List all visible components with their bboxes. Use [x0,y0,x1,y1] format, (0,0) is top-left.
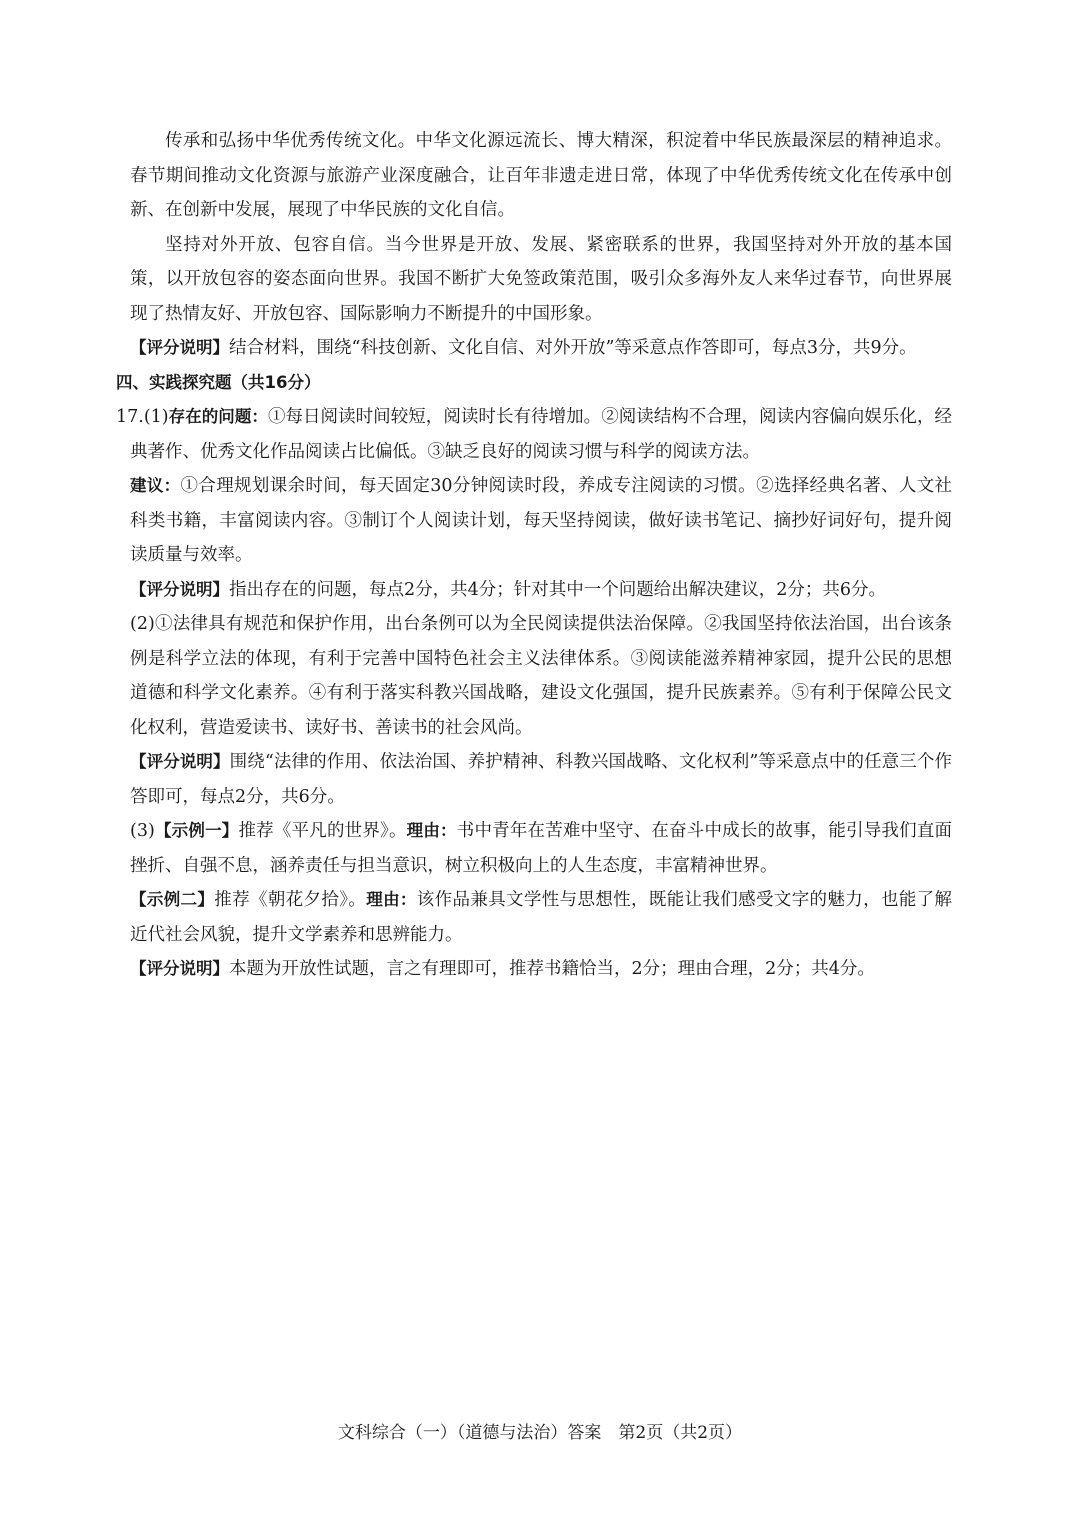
scoring-text: 结合材料，围绕“科技创新、文化自信、对外开放”等采意点作答即可，每点3分，共9分。 [229,338,917,358]
paragraph-opening: 坚持对外开放、包容自信。当今世界是开放、发展、紧密联系的世界，我国坚持对外开放的基本国策，以开放包容的姿态面向世界。我国不断扩大免签政策范围，吸引众多海外友人来华过春节，向世界展现了热情友好、开放包容、国际影响力不断提升的中国形象。 [130,234,952,324]
page-footer: 文科综合（一）（道德与法治）答案 第2页（共2页） [337,1423,743,1443]
q17-part3-example2 [130,883,952,952]
example2-label: 【示例二】 [130,890,215,909]
scoring-label: 【评分说明】 [130,579,229,599]
reason-label: 理由： [406,821,457,840]
part-prefix: (1) [143,407,169,427]
q17-suggestions [130,469,952,573]
problems-label: 存在的问题： [168,407,268,426]
example1-label: 【示例一】 [154,821,239,840]
part-prefix: (3) [130,821,155,841]
answer-content [116,124,953,987]
section-heading-practice: 四、实践探究题（共16分） [116,372,321,392]
q17-part2: (2)①法律具有规范和保护作用，出台条例可以为全民阅读提供法治保障。②我国坚持依法治国，出台该条例是科学立法的体现，有利于完善中国特色社会主义法律体系。③阅读能滋养精神家园，提升公民的思想道德和科学文化素养。④有利于落实科教兴国战略，建设文化强国，提升民族素养。⑤有利于保障公民文化权利，营造爱读书、读好书、善读书的社会风尚。 [130,614,952,738]
scoring-note-17-1 [130,573,952,608]
scoring-note-17-3 [130,952,952,987]
example2-book: 推荐《朝花夕拾》。 [214,890,367,910]
suggestions-text: ①合理规划课余时间，每天固定30分钟阅读时段，养成专注阅读的习惯。②选择经典名著、人文社科类书籍，丰富阅读内容。③制订个人阅读计划，每天坚持阅读，做好读书笔记、摘抄好词好句，提升阅读质量与效率。 [130,476,952,565]
scoring-text: 围绕“法律的作用、依法治国、养护精神、科教兴国战略、文化权利”等采意点中的任意三个作答即可，每点2分，共6分。 [130,752,953,807]
reason-label: 理由： [366,890,417,909]
paragraph-culture: 传承和弘扬中华优秀传统文化。中华文化源远流长、博大精深，积淀着中华民族最深层的精神追求。春节期间推动文化资源与旅游产业深度融合，让百年非遗走进日常，体现了中华优秀传统文化在传承中创新、在创新中发展，展现了中华民族的文化自信。 [130,131,952,220]
question-number: 17. [116,407,144,427]
example1-book: 推荐《平凡的世界》。 [238,821,407,841]
example1-reason: 书中青年在苦难中坚守、在奋斗中成长的故事，能引导我们直面挫折、自强不息，涵养责任与担当意识，树立积极向上的人生态度，丰富精神世界。 [130,821,953,876]
q17-part3-example1 [130,814,952,883]
scoring-text: 本题为开放性试题，言之有理即可，推荐书籍恰当，2分；理由合理，2分；共4分。 [229,959,875,979]
scoring-label: 【评分说明】 [130,959,229,978]
scoring-note-17-2 [130,745,952,814]
q17-part1 [116,400,953,469]
scoring-note-16 [130,331,952,366]
problems-text: ①每日阅读时间较短，阅读时长有待增加。②阅读结构不合理，阅读内容偏向娱乐化，经典著作、优秀文化作品阅读占比偏低。③缺乏良好的阅读习惯与科学的阅读方法。 [130,407,953,462]
example2-reason: 该作品兼具文学性与思想性，既能让我们感受文字的魅力，也能了解近代社会风貌，提升文学素养和思辨能力。 [130,890,953,945]
scoring-label: 【评分说明】 [130,752,230,771]
scoring-text: 指出存在的问题，每点2分，共4分；针对其中一个问题给出解决建议，2分；共6分。 [229,579,887,600]
suggestions-label: 建议： [130,476,181,495]
scoring-label: 【评分说明】 [130,338,229,357]
